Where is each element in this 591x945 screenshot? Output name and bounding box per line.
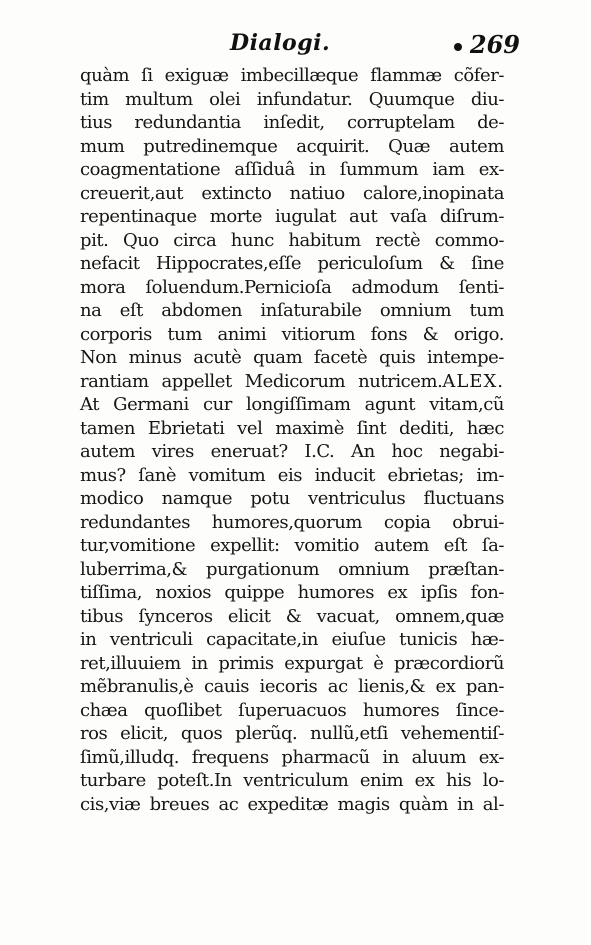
text-line: nefacit Hippocrates,eſſe periculoſum & ſine xyxy=(80,253,504,274)
text-line: corporis tum animi vitiorum fons & origo. xyxy=(80,323,504,345)
body-text xyxy=(80,64,504,816)
text-line: At Germani cur longiſſimam agunt vitam,cũ xyxy=(80,394,504,415)
text-line: ros elicit, quos plerũq. nullũ,etſi vehementiſ- xyxy=(80,723,504,744)
text-line: modico namque potu ventriculus fluctuans xyxy=(80,488,504,509)
text-line: in ventriculi capacitate,in eiuſue tunicis hæ- xyxy=(80,629,504,650)
text-line: luberrima,& purgationum omnium præſtan- xyxy=(80,558,504,580)
text-line: Non minus acutè quam facetè quis intempe- xyxy=(80,347,504,368)
text-line: na eſt abdomen inſaturabile omnium tum xyxy=(80,300,504,321)
text-line: repentinaque morte iugulat aut vaſa diſrum- xyxy=(80,206,504,227)
text-line: pit. Quo circa hunc habitum rectè commo- xyxy=(80,229,504,251)
text-line: redundantes humores,quorum copia obrui- xyxy=(80,511,504,533)
text-line: creuerit,aut extincto natiuo calore,inopinata xyxy=(80,182,504,204)
text-line: quàm ſi exiguæ imbecillæque flammæ cõfer- xyxy=(80,65,504,86)
text-line: rantiam appellet Medicorum nutricem.ALEX. xyxy=(80,370,504,392)
text-line: chæa quoſlibet ſuperuacuos humores ſince- xyxy=(80,699,504,721)
text-line: tamen Ebrietati vel maximè ſint dediti, hæc xyxy=(80,417,504,439)
text-line: mum putredinemque acquirit. Quæ autem xyxy=(80,135,504,157)
text-line: tibus ſynceros elicit & vacuat, omnem,quæ xyxy=(80,605,504,627)
text-line: turbare poteſt.In ventriculum enim ex his lo- xyxy=(80,770,504,791)
text-line: mora ſoluendum.Pernicioſa admodum ſenti- xyxy=(80,276,504,298)
speaker-label: ALEX. xyxy=(442,370,504,392)
text-line: coagmentatione aſſiduâ in ſummum iam ex- xyxy=(80,159,504,180)
text-line: ſimũ,illudq. frequens pharmacũ in aluum ex- xyxy=(80,746,504,768)
text-line: tiſſima, noxios quippe humores ex ipſis fon- xyxy=(80,582,504,603)
text-line: cis,viæ breues ac expeditæ magis quàm in al- xyxy=(80,793,504,815)
text-line: mẽbranulis,è cauis iecoris ac lienis,& ex pan- xyxy=(80,676,504,697)
text-line: tim multum olei infundatur. Quumque diu- xyxy=(80,88,504,110)
page-header xyxy=(80,30,520,64)
text-line: mus? ſanè vomitum eis inducit ebrietas; im- xyxy=(80,464,504,486)
running-title: Dialogi. xyxy=(230,30,331,56)
text-line: ret,illuuiem in primis expurgat è præcordiorũ xyxy=(80,652,504,674)
text-line: tius redundantia inſedit, corruptelam de- xyxy=(80,112,504,133)
text-line: tur,vomitione expellit: vomitio autem eſt ſa- xyxy=(80,535,504,556)
text-line: autem vires eneruat? I.C. An hoc negabi- xyxy=(80,441,504,462)
page-number: 269 xyxy=(454,30,520,59)
